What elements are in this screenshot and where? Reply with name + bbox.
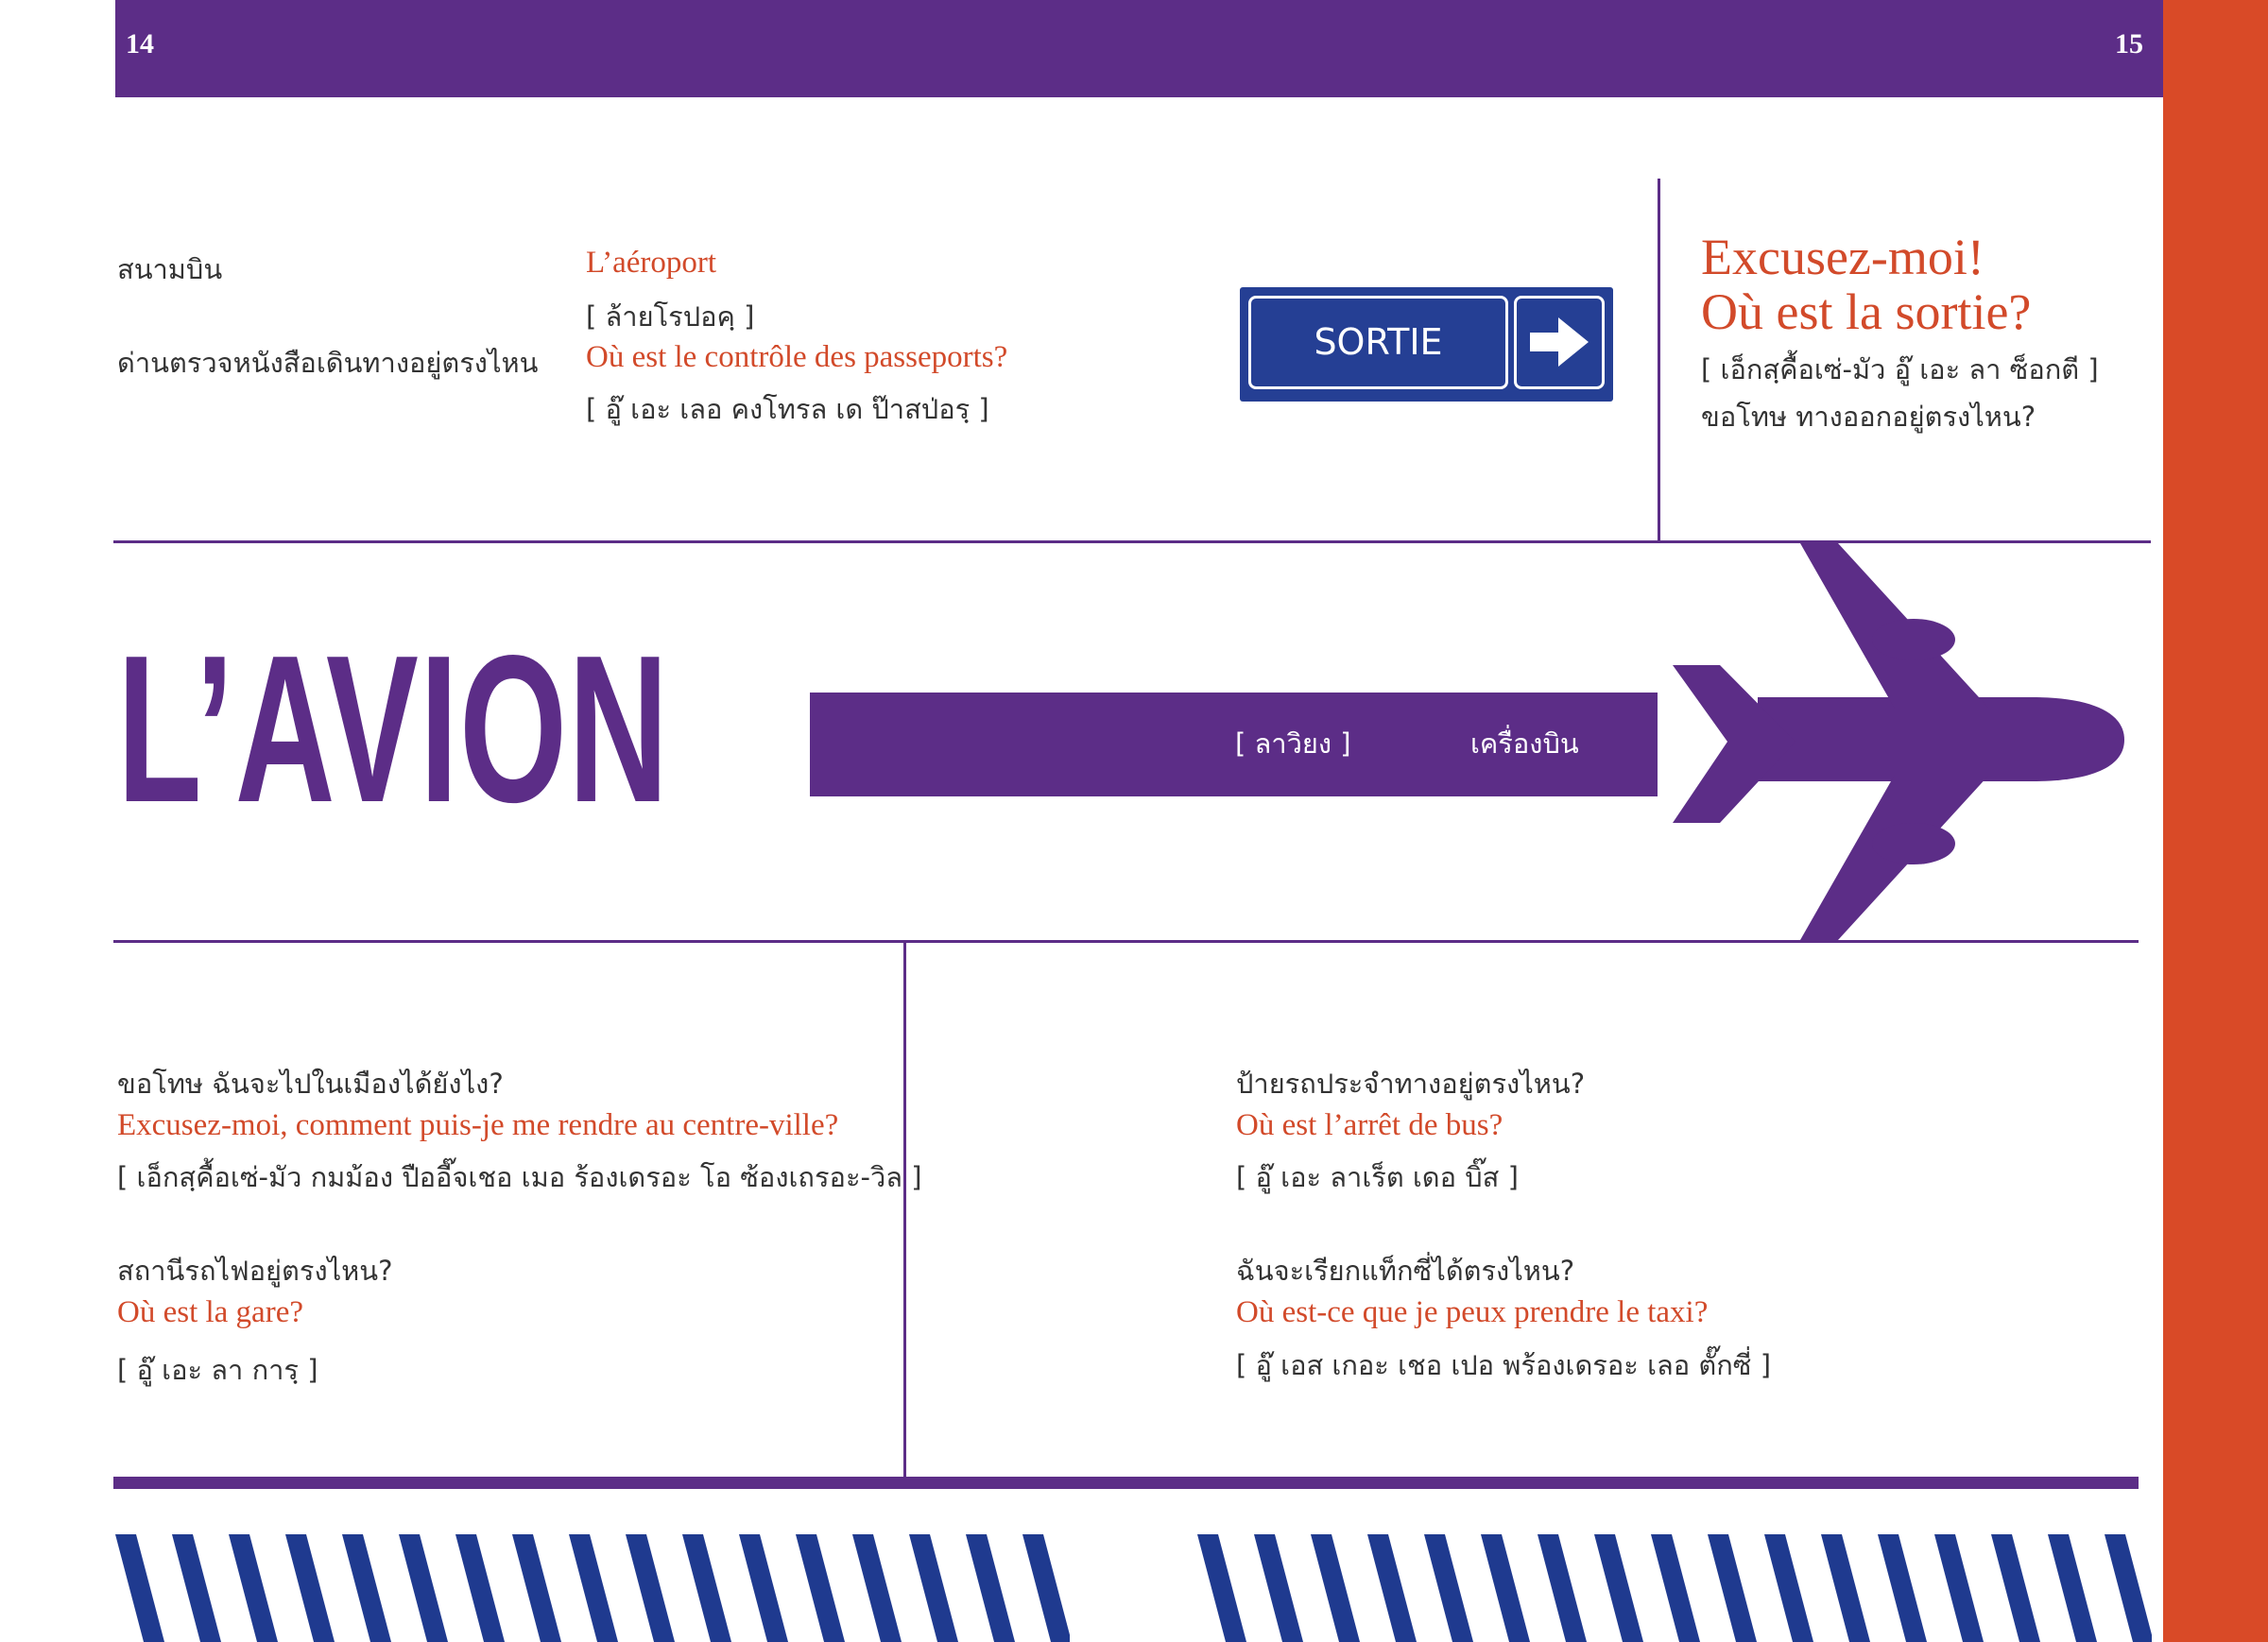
airplane-icon	[1673, 543, 2126, 940]
passport-thai: ด่านตรวจหนังสือเดินทางอยู่ตรงไหน	[117, 347, 539, 379]
airport-thai: สนามบิน	[117, 253, 223, 285]
phrase-left-2-pronunciation: [ อู๊ เอะ ลา การฺ ]	[117, 1354, 318, 1386]
rule-middle	[113, 940, 2139, 943]
page-title: L’AVION	[117, 612, 670, 847]
sortie-sign	[1240, 287, 1613, 402]
stripe-pattern-left	[115, 1534, 1070, 1642]
phrase-right-2-french: Où est-ce que je peux prendre le taxi?	[1236, 1295, 1709, 1329]
exit-french-line1: Excusez-moi!	[1701, 229, 1984, 285]
exit-french-line2: Où est la sortie?	[1701, 283, 2032, 340]
sign-label: SORTIE	[1314, 321, 1443, 363]
phrase-right-2-pronunciation: [ อู๊ เอส เกอะ เชอ เปอ พร้องเดรอะ เลอ ตั๊กซี่ ]	[1236, 1349, 1772, 1381]
arrow-right-icon	[1514, 296, 1605, 389]
stripe-pattern-right	[1197, 1534, 2152, 1642]
airport-pronunciation: [ ล้ายโรปอคฺ ]	[586, 300, 755, 333]
band-thai: เครื่องบิน	[1470, 727, 1579, 760]
phrase-right-1-french: Où est l’arrêt de bus?	[1236, 1108, 1503, 1142]
airport-french: L’aéroport	[586, 246, 717, 280]
side-color-strip	[2163, 0, 2268, 1642]
phrase-right-1-thai: ป้ายรถประจำทางอยู่ตรงไหน?	[1236, 1068, 1586, 1100]
phrase-left-2-thai: สถานีรถไฟอยู่ตรงไหน?	[117, 1255, 393, 1287]
page-number-right: 15	[2115, 28, 2143, 60]
phrase-left-2-french: Où est la gare?	[117, 1295, 303, 1329]
passport-pronunciation: [ อู๊ เอะ เลอ คงโทรล เด ป๊าสป่อรฺ ]	[586, 393, 989, 425]
phrase-left-1-french: Excusez-moi, comment puis-je me rendre au centre-ville?	[117, 1108, 839, 1142]
divider-vertical-top	[1658, 179, 1660, 541]
header-bar	[115, 0, 2163, 97]
divider-vertical-bottom	[903, 943, 906, 1480]
phrase-left-1-thai: ขอโทษ ฉันจะไปในเมืองได้ยังไง?	[117, 1068, 504, 1100]
exit-pronunciation: [ เอ็กสฺคื้อเซ่-มัว อู๊ เอะ ลา ซ็อกตี ]	[1701, 353, 2099, 385]
phrase-right-1-pronunciation: [ อู๊ เอะ ลาเร็ต เดอ บิ๊ส ]	[1236, 1161, 1519, 1193]
exit-thai: ขอโทษ ทางออกอยู่ตรงไหน?	[1701, 401, 2036, 433]
page-number-left: 14	[126, 28, 154, 60]
sign-label-frame	[1248, 296, 1508, 389]
phrase-left-1-pronunciation: [ เอ็กสฺคื้อเซ่-มัว กมม้อง ปืออี๊จเชอ เมอ ร้องเดรอะ โอ ซ้องเถรอะ-วิล ]	[117, 1161, 922, 1193]
phrase-right-2-thai: ฉันจะเรียกแท็กซี่ได้ตรงไหน?	[1236, 1255, 1575, 1287]
passport-french: Où est le contrôle des passeports?	[586, 340, 1008, 374]
band-pronunciation: [ ลาวิยง ]	[1235, 727, 1351, 760]
rule-bottom-thick	[113, 1477, 2139, 1489]
